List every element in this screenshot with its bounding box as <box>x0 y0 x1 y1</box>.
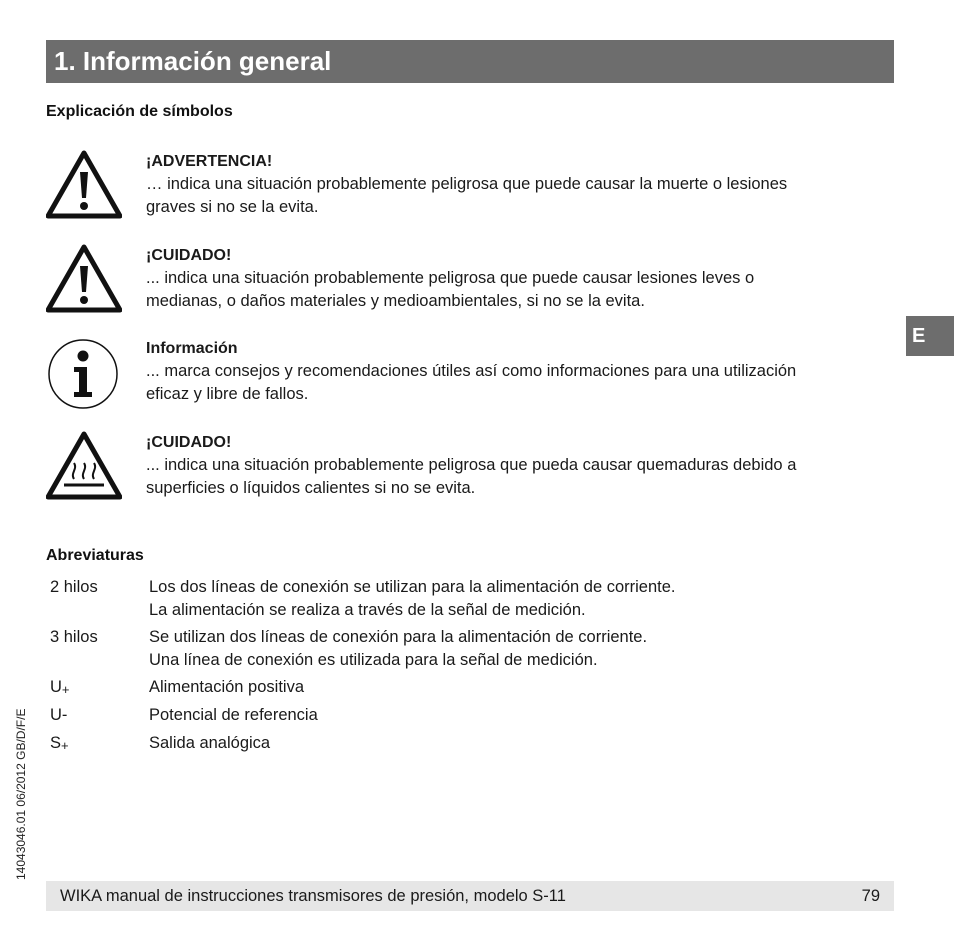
symbol-title: Información <box>146 340 238 357</box>
abbrev-desc-line: Salida analógica <box>149 734 271 752</box>
abbrev-desc-line: Los dos líneas de conexión se utilizan para la alimentación de corriente. <box>149 578 676 596</box>
symbol-desc-line: ... indica una situación probablemente peligrosa que pueda causar quemaduras debido a <box>146 456 797 474</box>
symbol-title: ¡ADVERTENCIA! <box>146 153 273 170</box>
abbrev-desc-line: Se utilizan dos líneas de conexión para la alimentación de corriente. <box>149 628 648 646</box>
symbol-desc-line: graves si no se la evita. <box>146 198 319 216</box>
abbrev-desc-line: Potencial de referencia <box>149 706 318 724</box>
abbrev-term: 3 hilos <box>50 628 98 646</box>
language-tab: E <box>906 316 954 356</box>
abbrev-desc-line: Alimentación positiva <box>149 678 304 696</box>
symbol-desc-line: eficaz y libre de fallos. <box>146 385 309 403</box>
symbols-heading: Explicación de símbolos <box>46 103 233 120</box>
symbol-desc-line: medianas, o daños materiales y medioambientales, si no se la evita. <box>146 292 645 310</box>
footer-title: WIKA manual de instrucciones transmisores de presión, modelo S-11 <box>60 887 566 905</box>
abbrev-term-base: S <box>50 734 62 752</box>
symbol-warning <box>46 150 886 230</box>
symbol-desc-line: … indica una situación probablemente peligrosa que puede causar la muerte o lesiones <box>146 175 788 193</box>
abbrev-term <box>50 732 145 757</box>
page-footer <box>46 881 894 911</box>
warning-triangle-icon <box>46 150 122 220</box>
abbrev-desc-line: Una línea de conexión es utilizada para la señal de medición. <box>149 651 598 669</box>
symbol-hot-surface <box>46 431 886 511</box>
abbrev-term-base: U <box>50 678 62 696</box>
abbrev-term <box>50 676 145 701</box>
page-number: 79 <box>861 887 880 905</box>
symbol-desc-line: superficies o líquidos calientes si no se evita. <box>146 479 476 497</box>
warning-triangle-icon <box>46 244 122 314</box>
abbrev-term: U- <box>50 706 68 724</box>
symbol-title: ¡CUIDADO! <box>146 434 232 451</box>
abbrev-term-subscript: + <box>61 682 70 697</box>
hot-surface-icon <box>46 431 122 501</box>
abbrev-term: 2 hilos <box>50 578 98 596</box>
symbol-desc-line: ... indica una situación probablemente peligrosa que puede causar lesiones leves o <box>146 269 755 287</box>
abbreviations-heading: Abreviaturas <box>46 547 144 564</box>
information-icon <box>46 337 122 413</box>
symbol-information <box>46 337 886 417</box>
symbol-title: ¡CUIDADO! <box>146 247 232 264</box>
symbol-caution <box>46 244 886 324</box>
document-code: 14043046.01 06/2012 GB/D/F/E <box>14 708 28 880</box>
abbrev-term-subscript: + <box>61 738 69 753</box>
abbrev-desc-line: La alimentación se realiza a través de la señal de medición. <box>149 601 586 619</box>
symbol-desc-line: ... marca consejos y recomendaciones útiles así como informaciones para una utilización <box>146 362 797 380</box>
section-title: 1. Información general <box>46 40 894 83</box>
